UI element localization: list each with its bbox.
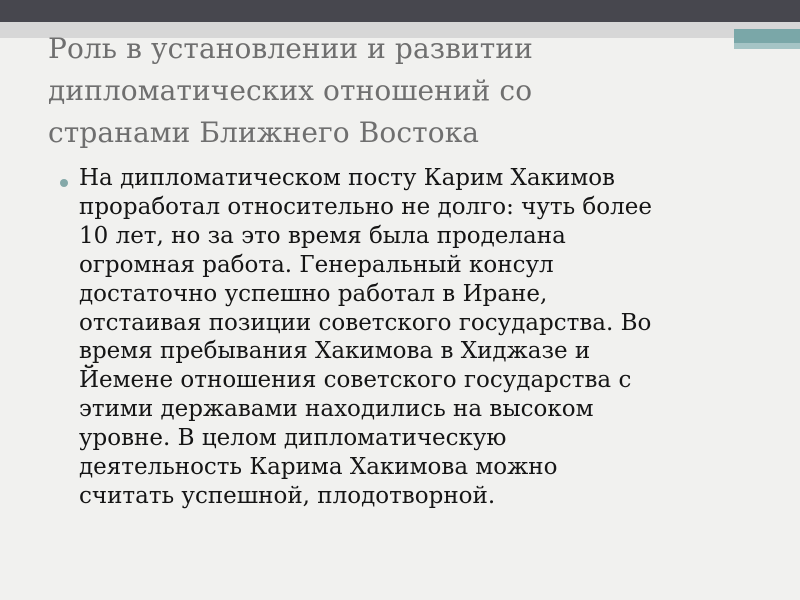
bullet-dot-icon [60,179,68,187]
bullet-list [79,164,759,511]
accent-stripe-shadow [734,43,800,49]
accent-stripe [734,29,800,43]
slide-title: Роль в установлении и развитии дипломатических отношений со странами Ближнего Востока [48,32,533,149]
top-header-bar [0,0,800,22]
bullet-item [79,164,759,511]
bullet-text: На дипломатическом посту Карим Хакимов проработал относительно не долго: чуть более 10 лет, но за это время была проделана огромная работа. Генеральный консул достаточно успешно работал в Иране, отстаивая позиции советского государства. Во время пребывания Хакимова в Хиджазе и Йемене отношения советского государства с этими державами находились на высоком уровне. В целом дипломатическую деятельность Карима Хакимова можно считать успешной, плодотворной. [79,165,652,509]
